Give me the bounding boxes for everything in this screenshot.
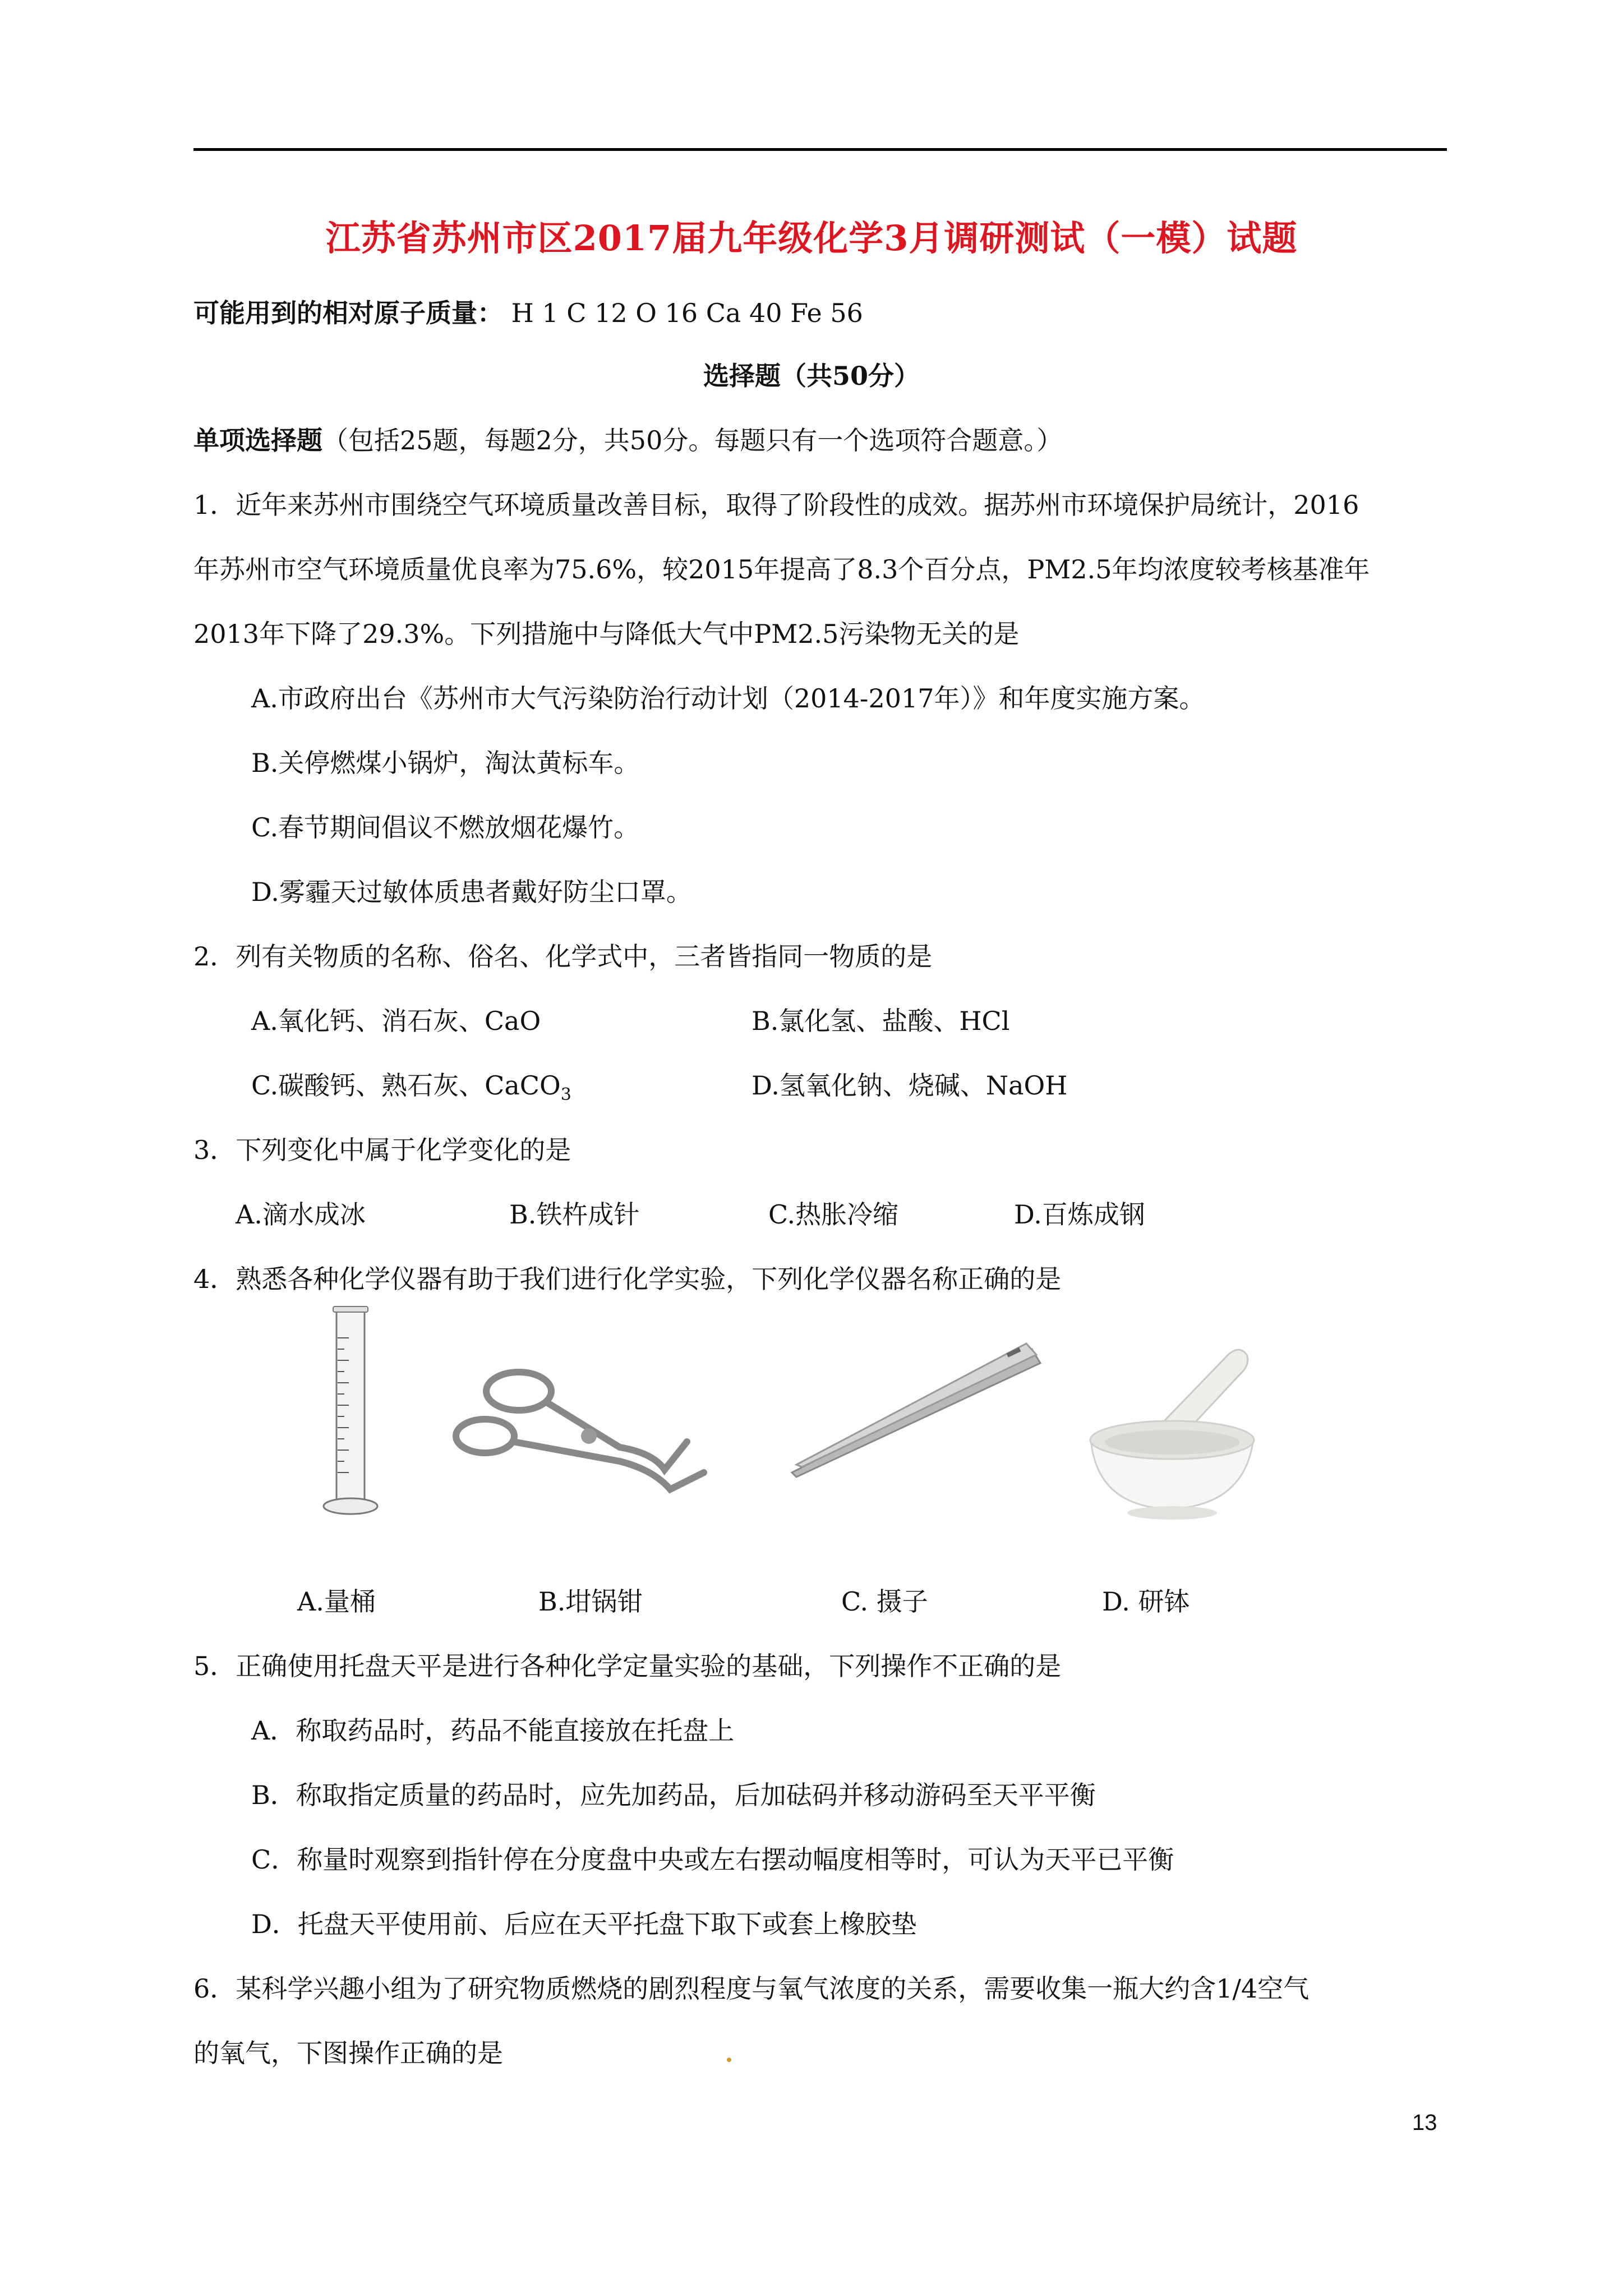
tweezers-image [785,1338,1043,1484]
q3-option-d: D.百炼成钢 [1014,1199,1145,1230]
atomic-mass-line [193,296,863,330]
q2-stem: 2．列有关物质的名称、俗名、化学式中，三者皆指同一物质的是 [193,941,933,972]
q5-stem: 5．正确使用托盘天平是进行各种化学定量实验的基础，下列操作不正确的是 [193,1651,1062,1681]
q1-option-d: D.雾霾天过敏体质患者戴好防尘口罩。 [251,877,692,907]
q6-line-2: 的氧气，下图操作正确的是 [193,2038,503,2068]
q2-option-d: D.氢氧化钠、烧碱、NaOH [751,1070,1068,1101]
q2-option-b: B.氯化氢、盐酸、HCl [751,1006,1010,1036]
q5-option-d: D．托盘天平使用前、后应在天平托盘下取下或套上橡胶垫 [251,1909,917,1939]
q4-option-c: C. 摄子 [841,1586,928,1617]
crucible-tongs-image [451,1358,721,1503]
q5-option-c: C．称量时观察到指针停在分度盘中央或左右摆动幅度相等时，可认为天平已平衡 [251,1844,1174,1875]
header-rule [193,148,1447,151]
q3-stem: 3．下列变化中属于化学变化的是 [193,1135,571,1165]
q2-option-c-subscript: 3 [560,1085,571,1105]
q1-option-b: B.关停燃煤小锅炉，淘汰黄标车。 [251,748,640,778]
atomic-mass-label: 可能用到的相对原子质量： [193,298,503,328]
q3-option-c: C.热胀冷缩 [768,1199,899,1230]
q4-option-a: A.量桶 [297,1586,376,1617]
mortar-and-pestle-image [1085,1338,1265,1523]
page-number: 13 [1412,2110,1437,2135]
instructions-bold: 单项选择题 [193,425,322,455]
q1-option-a: A.市政府出台《苏州市大气污染防治行动计划（2014-2017年）》和年度实施方案。 [251,683,1205,714]
q1-line-3: 2013年下降了29.3%。下列措施中与降低大气中PM2.5污染物无关的是 [193,619,1020,649]
q5-option-a: A．称取药品时，药品不能直接放在托盘上 [251,1715,735,1746]
q2-option-c-text: C.碳酸钙、熟石灰、CaCO [251,1070,561,1101]
q3-option-a: A.滴水成冰 [236,1199,366,1230]
q6-line-1: 6．某科学兴趣小组为了研究物质燃烧的剧烈程度与氧气浓度的关系，需要收集一瓶大约含1/4空气 [193,1973,1310,2004]
q4-option-b: B.坩锅钳 [538,1586,643,1617]
page-title: 江苏省苏州市区2017届九年级化学3月调研测试（一模）试题 [325,218,1298,259]
section-heading: 选择题（共50分） [703,361,920,391]
q2-option-c [251,1069,571,1112]
q2-option-a: A.氧化钙、消石灰、CaO [251,1006,541,1036]
q1-line-2: 年苏州市空气环境质量优良率为75.6%，较2015年提高了8.3个百分点，PM2.5年均浓度较考核基准年 [193,554,1370,585]
graduated-cylinder-image [320,1304,381,1517]
q4-stem: 4．熟悉各种化学仪器有助于我们进行化学实验，下列化学仪器名称正确的是 [193,1264,1062,1294]
q3-option-b: B.铁杵成针 [509,1199,640,1230]
instructions [193,424,1062,457]
stray-mark [727,2058,731,2062]
q1-option-c: C.春节期间倡议不燃放烟花爆竹。 [251,812,640,843]
q1-line-1: 1．近年来苏州市围绕空气环境质量改善目标，取得了阶段性的成效。据苏州市环境保护局统计，2016 [193,490,1359,520]
instructions-rest: （包括25题，每题2分，共50分。每题只有一个选项符合题意。） [322,425,1063,455]
q5-option-b: B．称取指定质量的药品时，应先加药品，后加砝码并移动游码至天平平衡 [251,1780,1096,1810]
atomic-mass-values: H 1 C 12 O 16 Ca 40 Fe 56 [511,298,863,328]
q4-option-d: D. 研钵 [1102,1586,1190,1617]
